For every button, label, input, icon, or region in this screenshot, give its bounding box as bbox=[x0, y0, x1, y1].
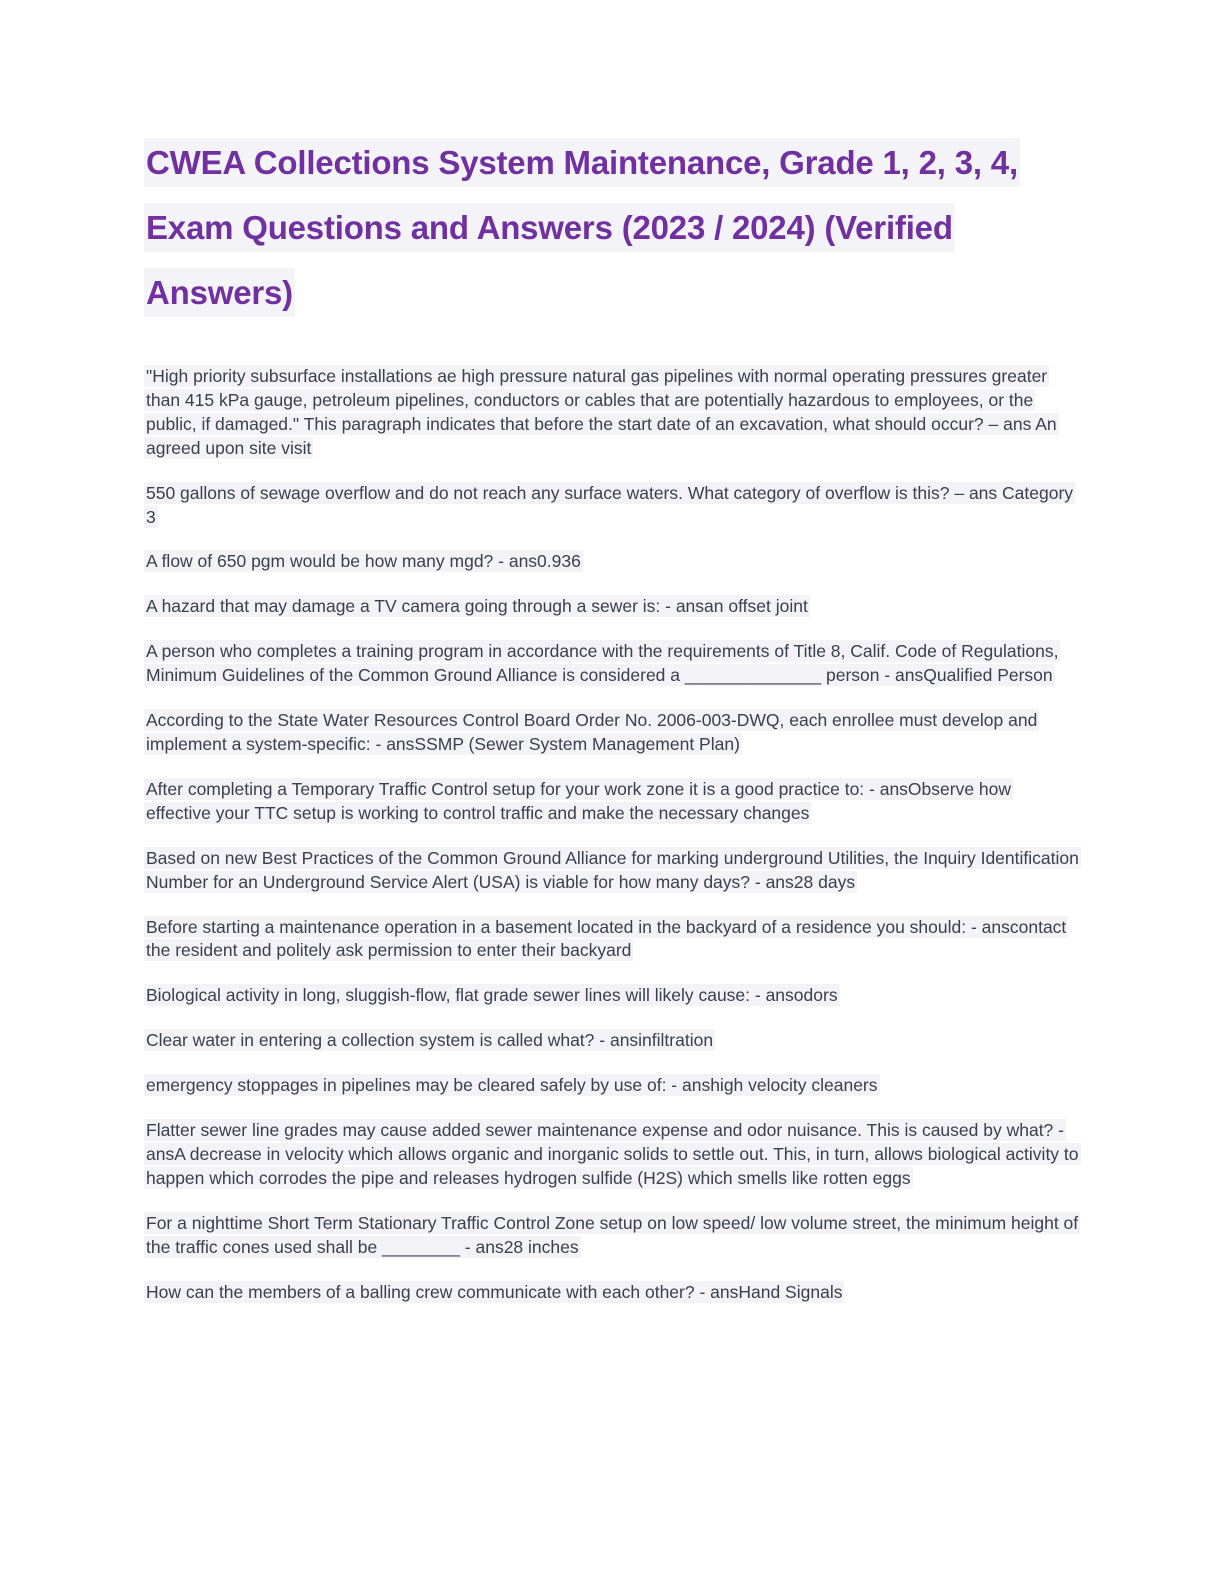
qa-text: Clear water in entering a collection system is called what? - ansinfiltration bbox=[146, 1030, 714, 1051]
qa-text: "High priority subsurface installations ae high pressure natural gas pipelines with normal operating pressures greater than 415 kPa gauge, petroleum pipelines, conductors or cables that are potentially hazardous to employees, or the public, if damaged." This paragraph indicates that before the start date of an excavation, what should occur? – ans An agreed upon site visit bbox=[146, 366, 1057, 458]
page-title bbox=[144, 130, 1080, 325]
qa-paragraph bbox=[144, 916, 1080, 964]
qa-paragraph bbox=[144, 709, 1080, 757]
qa-text: Biological activity in long, sluggish-flow, flat grade sewer lines will likely cause: - ansodors bbox=[146, 985, 838, 1006]
qa-paragraph bbox=[144, 1074, 1080, 1098]
qa-paragraph bbox=[144, 984, 1080, 1008]
qa-paragraph bbox=[144, 1212, 1080, 1260]
qa-text: According to the State Water Resources Control Board Order No. 2006-003-DWQ, each enrollee must develop and implement a system-specific: - ansSSMP (Sewer System Management Plan) bbox=[146, 710, 1038, 754]
qa-text: 550 gallons of sewage overflow and do not reach any surface waters. What category of overflow is this? – ans Category 3 bbox=[146, 482, 1074, 527]
qa-paragraph bbox=[144, 1029, 1080, 1053]
qa-text: How can the members of a balling crew communicate with each other? - ansHand Signals bbox=[146, 1281, 843, 1302]
qa-text: Based on new Best Practices of the Common Ground Alliance for marking underground Utilities, the Inquiry Identification Number for an Underground Service Alert (USA) is viable for how many days? - ans28 days bbox=[146, 847, 1079, 892]
qa-text: A hazard that may damage a TV camera going through a sewer is: - ansan offset joint bbox=[146, 596, 808, 617]
qa-paragraph bbox=[144, 1119, 1080, 1191]
qa-paragraph bbox=[144, 640, 1080, 688]
qa-paragraph bbox=[144, 595, 1080, 619]
qa-text: emergency stoppages in pipelines may be cleared safely by use of: - anshigh velocity cleaners bbox=[146, 1075, 878, 1096]
qa-paragraph bbox=[144, 847, 1080, 895]
qa-paragraph bbox=[144, 550, 1080, 574]
qa-text: A flow of 650 pgm would be how many mgd? - ans0.936 bbox=[146, 551, 581, 572]
qa-text: Before starting a maintenance operation in a basement located in the backyard of a residence you should: - anscontact the resident and politely ask permission to enter their backyard bbox=[146, 916, 1067, 961]
qa-paragraph bbox=[144, 482, 1080, 530]
page-title-text: CWEA Collections System Maintenance, Grade 1, 2, 3, 4, Exam Questions and Answers (2023 / 2024) (Verified Answers) bbox=[144, 138, 1020, 317]
qa-text: For a nighttime Short Term Stationary Traffic Control Zone setup on low speed/ low volume street, the minimum height of the traffic cones used shall be ________ - ans28 inches bbox=[146, 1212, 1079, 1257]
qa-text: After completing a Temporary Traffic Control setup for your work zone it is a good practice to: - ansObserve how effective your TTC setup is working to control traffic and make the necessary changes bbox=[146, 778, 1012, 823]
qa-paragraph bbox=[144, 778, 1080, 826]
qa-paragraph bbox=[144, 365, 1080, 461]
qa-text: Flatter sewer line grades may cause added sewer maintenance expense and odor nuisance. This is caused by what? - ansA decrease in velocity which allows organic and inorganic solids to settle out. This, in turn, allows biological activity to happen which corrodes the pipe and releases hydrogen sulfide (H2S) which smells like rotten eggs bbox=[146, 1120, 1079, 1188]
qa-text: A person who completes a training program in accordance with the requirements of Title 8, Calif. Code of Regulations, Minimum Guidelines of the Common Ground Alliance is considered a ______________ person - ansQualified Person bbox=[146, 641, 1059, 686]
qa-paragraph bbox=[144, 1281, 1080, 1305]
